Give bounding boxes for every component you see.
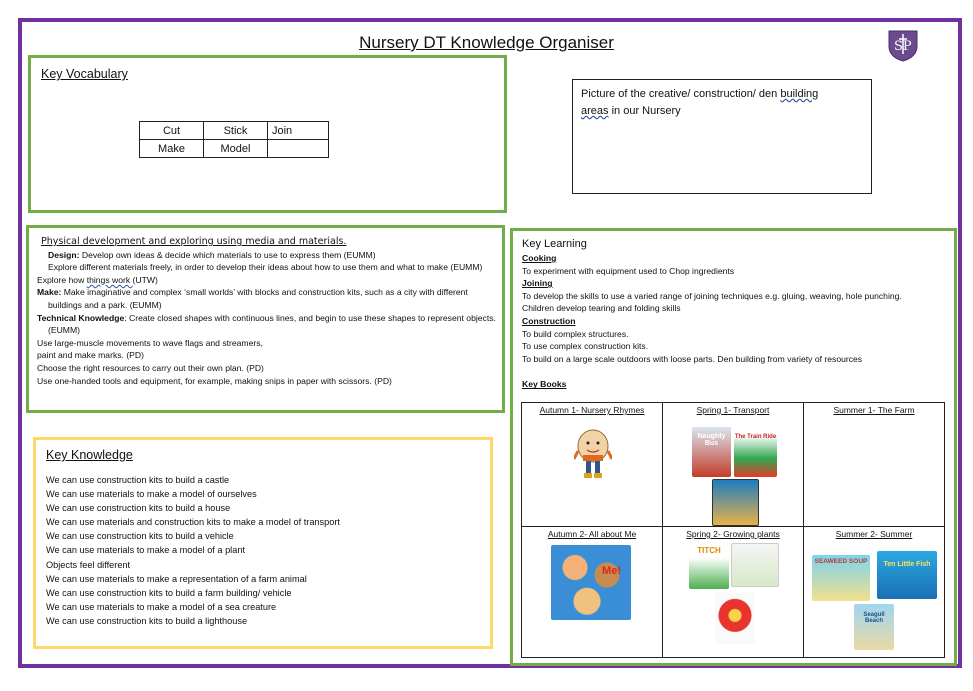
book-cover-title: Ten Little Fish bbox=[883, 561, 931, 568]
joining-line: Children develop tearing and folding skills bbox=[522, 303, 681, 314]
construction-line: To build complex structures. bbox=[522, 328, 629, 339]
cooking-line: To experiment with equipment used to Chop ingredients bbox=[522, 265, 735, 276]
make-text: Make imaginative and complex ‘small worlds’ with blocks and construction kits, such as a city with different bbox=[61, 287, 468, 298]
book-cover-title: TITCH bbox=[697, 546, 721, 555]
key-books-label: Key Books bbox=[522, 379, 567, 390]
key-learning-heading: Key Learning bbox=[522, 238, 587, 250]
technical-label: Technical Knowledge bbox=[37, 312, 125, 323]
vocab-cell: Cut bbox=[140, 122, 204, 140]
book-cover-title: SEAWEED SOUP bbox=[814, 558, 868, 565]
cooking-label: Cooking bbox=[522, 253, 557, 263]
key-learning-text bbox=[522, 252, 952, 391]
book-cover-seaweed-soup bbox=[812, 555, 870, 601]
design-text: Develop own ideas & decide which materials to use to express them (EUMM) bbox=[79, 249, 376, 260]
technical-text-2: (EUMM) bbox=[48, 325, 80, 336]
construction-line: To build on a large scale outdoors with loose parts. Den building from variety of resources bbox=[522, 353, 863, 364]
physical-line: paint and make marks. (PD) bbox=[37, 350, 144, 361]
technical-text: : Create closed shapes with continuous lines, and begin to use these shapes to represent objects. bbox=[124, 312, 496, 323]
design-text-2: Explore different materials freely, in order to develop their ideas about how to use them and what to make (EUMM) bbox=[48, 262, 483, 273]
physical-title: Physical development and exploring using media and materials. bbox=[41, 236, 347, 247]
book-cell bbox=[804, 403, 945, 527]
book-caption: Spring 1- Transport bbox=[696, 405, 770, 415]
book-cover-title: The Train Ride bbox=[734, 434, 777, 440]
book-cover-title: Seagull Beach bbox=[863, 612, 885, 624]
picture-text: in our Nursery bbox=[608, 105, 681, 117]
book-cover-title: Me! bbox=[602, 565, 621, 577]
picture-text: building bbox=[780, 88, 819, 100]
book-cover-title: Naughty Bus bbox=[697, 433, 726, 447]
page-title: Nursery DT Knowledge Organiser bbox=[359, 33, 614, 52]
book-cover-all-about-me bbox=[551, 545, 631, 620]
humpty-dumpty-icon bbox=[574, 429, 612, 481]
vocabulary-row bbox=[140, 122, 329, 140]
book-cover-train-ride bbox=[734, 431, 777, 477]
physical-line: Use one-handed tools and equipment, for example, making snips in paper with scissors. (PD) bbox=[37, 375, 392, 386]
book-cover-titch bbox=[689, 544, 729, 589]
make-label: Make: bbox=[37, 287, 62, 298]
book-caption: Autumn 1- Nursery Rhymes bbox=[539, 405, 645, 415]
vocab-cell: Stick bbox=[204, 122, 268, 140]
knowledge-item: We can use materials to make a model of ourselves bbox=[46, 489, 257, 500]
book-cover-seagull-beach bbox=[854, 604, 894, 650]
book-cell bbox=[663, 527, 804, 658]
explore-text: things work bbox=[86, 274, 133, 285]
vocab-cell: Model bbox=[204, 140, 268, 158]
vocab-cell: Join bbox=[268, 122, 329, 140]
physical-line: Use large-muscle movements to wave flags and streamers, bbox=[37, 337, 263, 348]
books-row bbox=[522, 403, 945, 527]
book-cover-tiny-seed bbox=[715, 592, 755, 644]
joining-line: To develop the skills to use a varied range of joining techniques e.g. gluing, weaving, hole punching. bbox=[522, 290, 902, 301]
construction-label: Construction bbox=[522, 315, 576, 326]
knowledge-item: We can use construction kits to build a castle bbox=[46, 475, 230, 485]
book-caption: Summer 1- The Farm bbox=[833, 405, 915, 415]
book-cell bbox=[663, 403, 804, 527]
knowledge-item: We can use construction kits to build a vehicle bbox=[46, 531, 234, 542]
vocab-cell: Make bbox=[140, 140, 204, 158]
school-crest-icon bbox=[886, 28, 920, 62]
knowledge-item: We can use construction kits to build a lighthouse bbox=[46, 615, 248, 626]
knowledge-item: We can use construction kits to build a house bbox=[46, 503, 231, 514]
physical-development-text bbox=[37, 235, 499, 387]
key-vocabulary-heading: Key Vocabulary bbox=[41, 67, 128, 81]
knowledge-item: We can use construction kits to build a farm building/ vehicle bbox=[46, 587, 292, 598]
book-caption: Spring 2- Growing plants bbox=[686, 529, 780, 539]
knowledge-item: We can use materials to make a model of a sea creature bbox=[46, 601, 277, 612]
key-knowledge-box bbox=[33, 437, 493, 649]
book-cell bbox=[522, 403, 663, 527]
book-cover-naughty-bus bbox=[692, 427, 731, 477]
crest-letter-s: SP bbox=[894, 39, 912, 54]
book-cover-ten-little-fish bbox=[877, 551, 937, 599]
picture-text: Picture of the creative/ construction/ den bbox=[581, 88, 781, 100]
book-cell bbox=[522, 527, 663, 658]
physical-line: Choose the right resources to carry out their own plan. (PD) bbox=[37, 362, 264, 373]
physical-development-box bbox=[26, 225, 505, 413]
vocabulary-row bbox=[140, 140, 329, 158]
book-cover-jasper-beanstalk bbox=[731, 543, 779, 587]
key-knowledge-heading: Key Knowledge bbox=[46, 448, 133, 462]
knowledge-item: We can use materials and construction kits to make a model of transport bbox=[46, 517, 340, 528]
vocab-cell bbox=[268, 140, 329, 158]
knowledge-item: We can use materials to make a model of a plant bbox=[46, 545, 245, 556]
book-cell bbox=[804, 527, 945, 658]
book-caption: Autumn 2- All about Me bbox=[547, 529, 637, 539]
explore-text: (UTW) bbox=[132, 274, 158, 285]
key-books-table bbox=[521, 402, 945, 658]
knowledge-item: Objects feel different bbox=[46, 559, 131, 570]
joining-label: Joining bbox=[522, 278, 553, 289]
book-cover-transport bbox=[712, 479, 759, 526]
picture-text: areas bbox=[581, 105, 609, 117]
explore-text: Explore how bbox=[37, 274, 87, 285]
books-row bbox=[522, 527, 945, 658]
construction-line: To use complex construction kits. bbox=[522, 341, 649, 352]
picture-placeholder-box bbox=[572, 79, 872, 194]
vocabulary-table bbox=[139, 121, 329, 158]
make-text-2: buildings and a park. (EUMM) bbox=[48, 299, 162, 310]
book-caption: Summer 2- Summer bbox=[835, 529, 913, 539]
key-knowledge-list bbox=[46, 473, 340, 628]
design-label: Design: bbox=[48, 249, 80, 260]
knowledge-item: We can use materials to make a representation of a farm animal bbox=[46, 573, 307, 584]
